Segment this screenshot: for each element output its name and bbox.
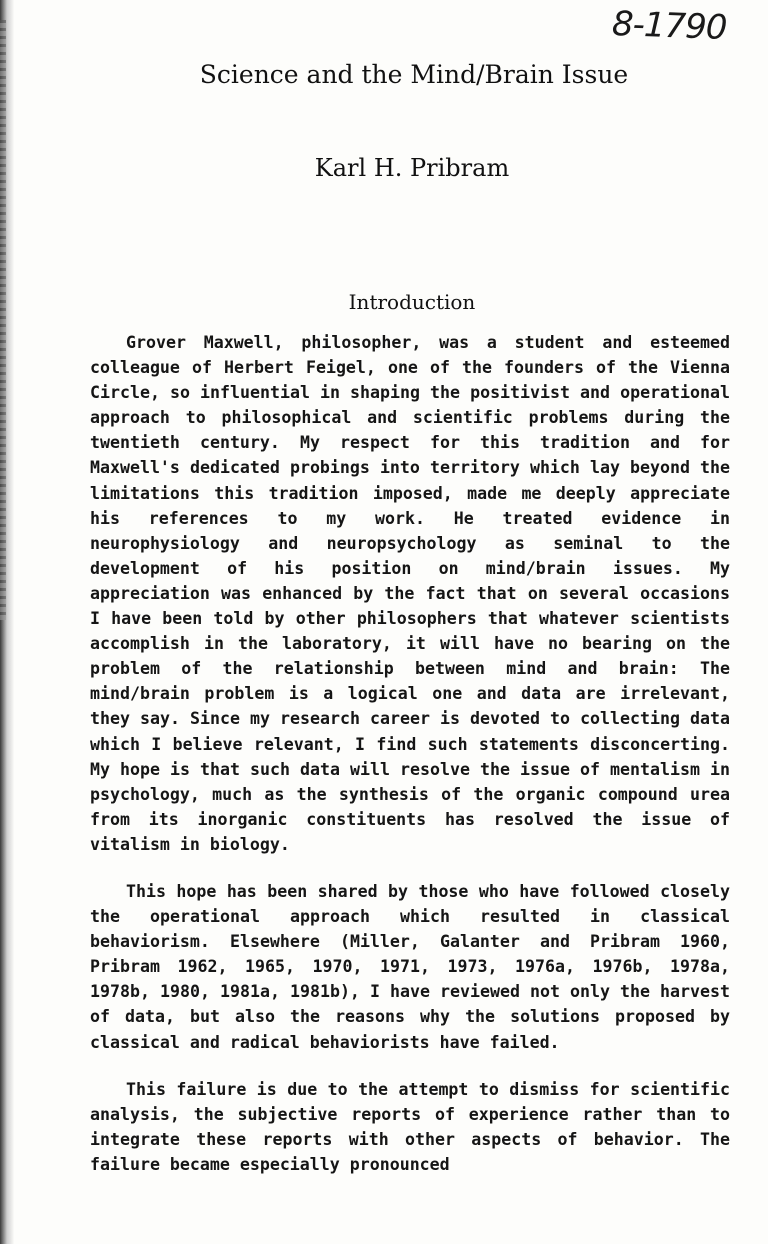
body-text	[90, 330, 730, 1177]
handwritten-annotation: 8-1790	[611, 4, 728, 48]
paragraph-3: This failure is due to the attempt to dismiss for scientific analysis, the subjective reports of experience rather than to integrate these reports with other aspects of behavior. The failure became especially pronounced	[90, 1079, 730, 1174]
paper-title: Science and the Mind/Brain Issue	[199, 60, 629, 89]
section-heading-introduction: Introduction	[348, 290, 476, 314]
paragraph-1: Grover Maxwell, philosopher, was a student and esteemed colleague of Herbert Feigel, one of the founders of the Vienna Circle, so influential in shaping the positivist and operational approach to philosophical and scientific problems during the twentieth century. My respect for this tradition and for Maxwell's dedicated probings into territory which lay beyond the limitations this tradition imposed, made me deeply appreciate his references to my work. He treated evidence in neurophysiology and neuropsychology as seminal to the development of his position on mind/brain issues. My appreciation was enhanced by the fact that on several occasions I have been told by other philosophers that whatever scientists accomplish in the laboratory, it will have no bearing on the problem of the relationship between mind and brain: The mind/brain problem is a logical one and data are irrelevant, they say. Since my research career is devoted to collecting data which I believe relevant, I find such statements disconcerting. My hope is that such data will resolve the issue of mentalism in psychology, much as the synthesis of the organic compound urea from its inorganic constituents has resolved the issue of vitalism in biology.	[90, 333, 730, 854]
scan-edge-artifact	[0, 20, 6, 620]
paragraph-2: This hope has been shared by those who have followed closely the operational approach which resulted in classical behaviorism. Elsewhere (Miller, Galanter and Pribram 1960, Pribram 1962, 1965, 1970, 1971, 1973, 1976a, 1976b, 1978a, 1978b, 1980, 1981a, 1981b), I have reviewed not only the harvest of data, but also the reasons why the solutions proposed by classical and radical behaviorists have failed.	[90, 881, 730, 1052]
paper-author: Karl H. Pribram	[314, 154, 510, 182]
